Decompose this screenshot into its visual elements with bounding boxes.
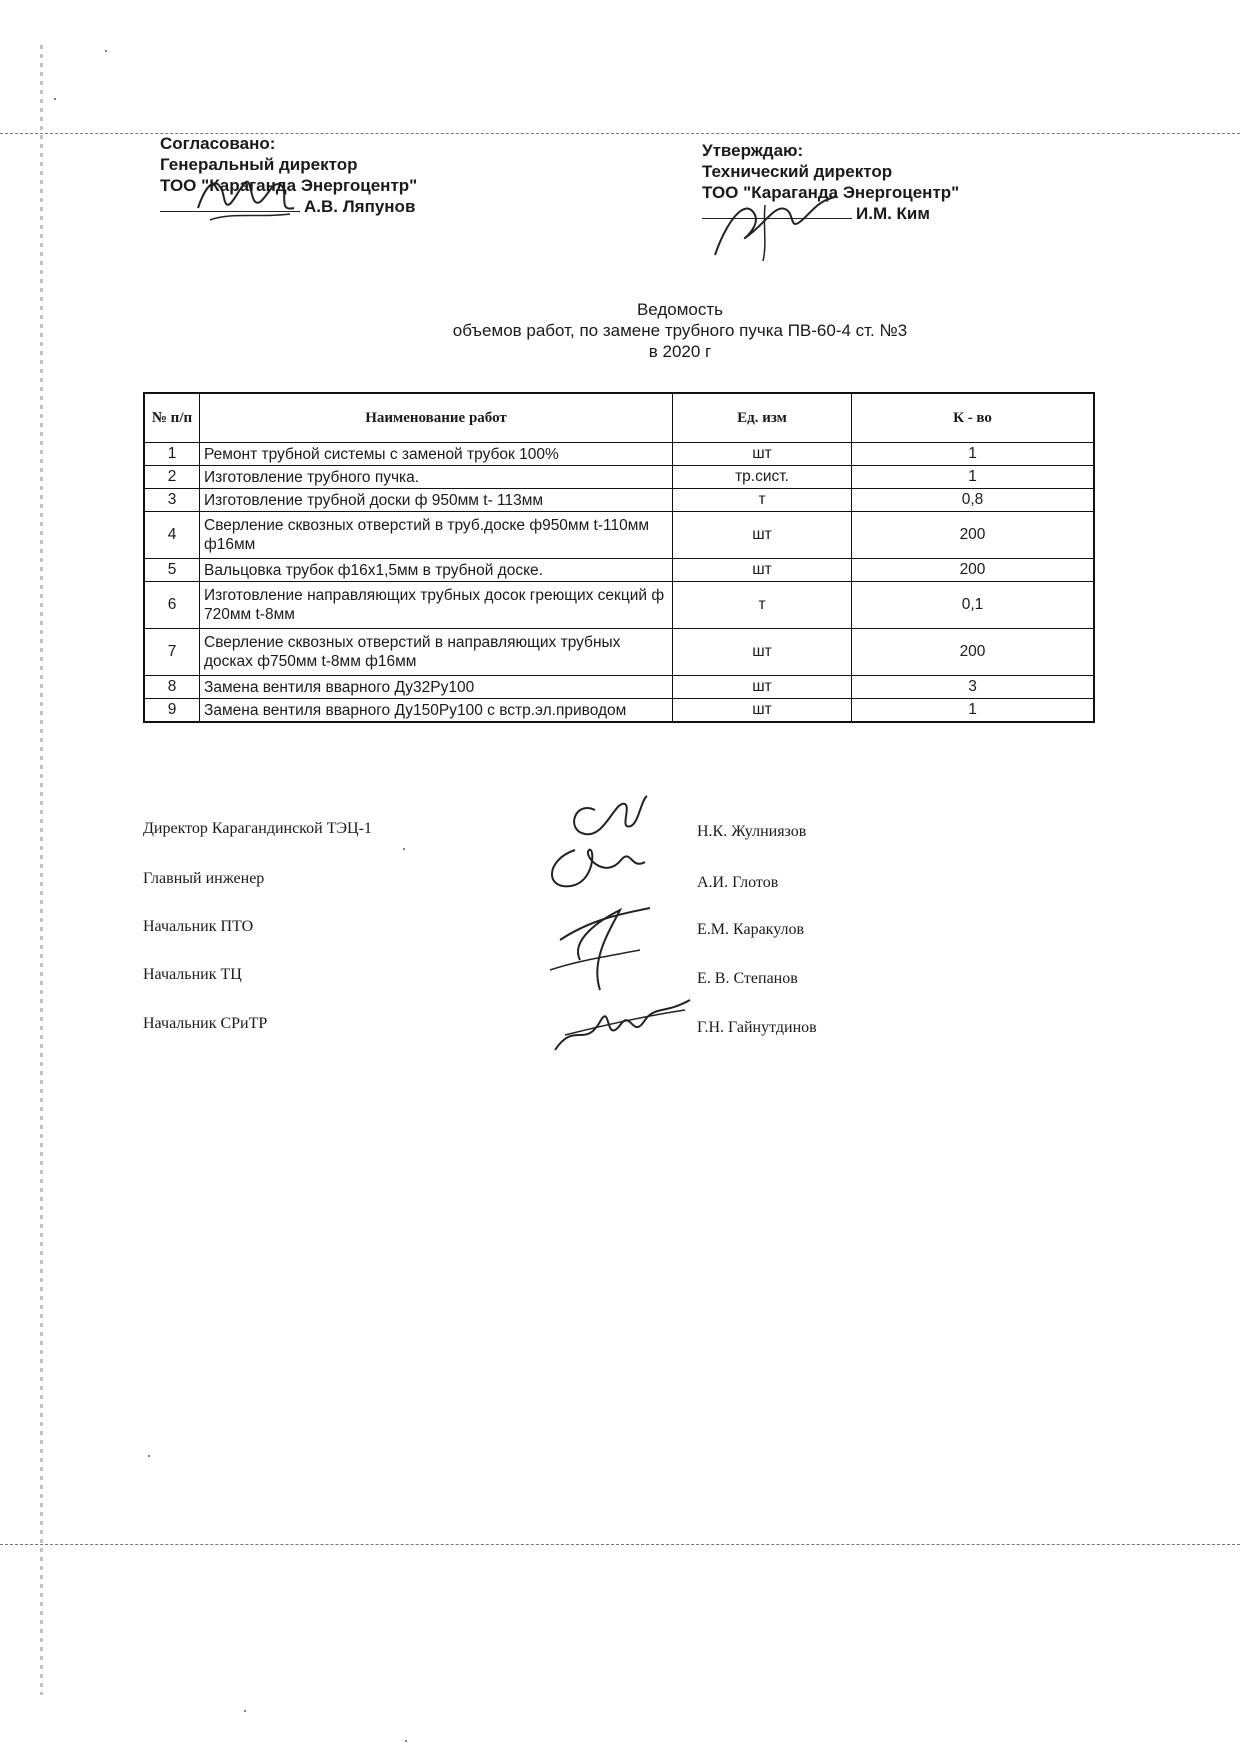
- header-unit: Ед. изм: [673, 393, 852, 443]
- signatory-role: Начальник СРиТР: [143, 1015, 268, 1032]
- approval-right-position: Технический директор: [702, 162, 893, 181]
- scan-left-edge: [40, 45, 43, 1695]
- scan-speck: [105, 50, 107, 52]
- row-unit: шт: [673, 559, 852, 582]
- row-unit: шт: [673, 699, 852, 723]
- row-quantity: 1: [852, 466, 1095, 489]
- row-quantity: 200: [852, 559, 1095, 582]
- row-unit: шт: [673, 443, 852, 466]
- row-work-name: Сверление сквозных отверстий в труб.доске ф950мм t-110мм ф16мм: [200, 512, 673, 559]
- scan-speck: [244, 1710, 246, 1712]
- scan-speck: [403, 848, 405, 850]
- document-title: [330, 299, 1030, 362]
- row-number: 1: [144, 443, 200, 466]
- scan-border-bottom: [0, 1544, 1240, 1545]
- title-line-2: объемов работ, по замене трубного пучка ПВ-60-4 ст. №3: [452, 321, 908, 340]
- row-quantity: 200: [852, 512, 1095, 559]
- row-quantity: 0,8: [852, 489, 1095, 512]
- signatory-role: Начальник ТЦ: [143, 966, 242, 983]
- approval-left-name: А.В. Ляпунов: [304, 197, 416, 216]
- scan-speck: [54, 98, 56, 100]
- table-row: [144, 489, 1094, 512]
- approval-left-heading: Согласовано:: [160, 134, 276, 153]
- row-work-name: Вальцовка трубок ф16х1,5мм в трубной доске.: [200, 559, 673, 582]
- table-row: [144, 699, 1094, 723]
- row-quantity: 3: [852, 676, 1095, 699]
- signature-general-director: [190, 168, 300, 230]
- row-number: 3: [144, 489, 200, 512]
- table-row: [144, 559, 1094, 582]
- row-unit: т: [673, 582, 852, 629]
- row-unit: шт: [673, 629, 852, 676]
- table-row: [144, 443, 1094, 466]
- row-unit: т: [673, 489, 852, 512]
- approval-left-company: ТОО "Караганда Энергоцентр": [160, 176, 418, 195]
- row-number: 9: [144, 699, 200, 723]
- row-work-name: Замена вентиля вварного Ду150Ру100 с встр.эл.приводом: [200, 699, 673, 723]
- approval-right-heading: Утверждаю:: [702, 141, 804, 160]
- title-line-1: Ведомость: [636, 300, 724, 319]
- table-row: [144, 582, 1094, 629]
- table-header-row: [144, 393, 1094, 443]
- row-number: 8: [144, 676, 200, 699]
- row-number: 5: [144, 559, 200, 582]
- row-quantity: 1: [852, 443, 1095, 466]
- row-work-name: Сверление сквозных отверстий в направляющих трубных досках ф750мм t-8мм ф16мм: [200, 629, 673, 676]
- scan-speck: [148, 1455, 150, 1457]
- signatory-name: А.И. Глотов: [697, 874, 779, 891]
- row-work-name: Изготовление направляющих трубных досок греющих секций ф 720мм t-8мм: [200, 582, 673, 629]
- signatory-role: Директор Карагандинской ТЭЦ-1: [143, 820, 372, 837]
- signatory-name: Е. В. Степанов: [697, 970, 798, 987]
- row-work-name: Замена вентиля вварного Ду32Ру100: [200, 676, 673, 699]
- signatory-name: Е.М. Каракулов: [697, 921, 805, 938]
- approval-right-name: И.М. Ким: [856, 204, 930, 223]
- signatory-role: Начальник ПТО: [143, 918, 254, 935]
- row-unit: тр.сист.: [673, 466, 852, 489]
- works-table: [143, 392, 1095, 723]
- signature-director-tec: [535, 790, 665, 900]
- header-quantity: К - во: [852, 393, 1095, 443]
- approval-right-company: ТОО "Караганда Энергоцентр": [702, 183, 960, 202]
- signatory-name: Н.К. Жулниязов: [697, 823, 807, 840]
- table-row: [144, 629, 1094, 676]
- row-number: 6: [144, 582, 200, 629]
- signature-technical-director: [705, 185, 845, 265]
- header-number: № п/п: [144, 393, 200, 443]
- table-row: [144, 512, 1094, 559]
- row-unit: шт: [673, 512, 852, 559]
- row-quantity: 0,1: [852, 582, 1095, 629]
- row-work-name: Изготовление трубной доски ф 950мм t- 113мм: [200, 489, 673, 512]
- row-number: 4: [144, 512, 200, 559]
- row-number: 7: [144, 629, 200, 676]
- row-unit: шт: [673, 676, 852, 699]
- title-line-3: в 2020 г: [648, 342, 712, 361]
- signature-pto-head: [540, 900, 660, 995]
- signatory-role: Главный инженер: [143, 870, 265, 887]
- row-quantity: 200: [852, 629, 1095, 676]
- row-quantity: 1: [852, 699, 1095, 723]
- signature-srtr-head: [545, 990, 695, 1060]
- table-row: [144, 676, 1094, 699]
- approval-left-position: Генеральный директор: [160, 155, 358, 174]
- header-work-name: Наименование работ: [200, 393, 673, 443]
- row-work-name: Ремонт трубной системы с заменой трубок 100%: [200, 443, 673, 466]
- signatory-name: Г.Н. Гайнутдинов: [697, 1019, 817, 1036]
- row-work-name: Изготовление трубного пучка.: [200, 466, 673, 489]
- scan-speck: [405, 1740, 407, 1742]
- row-number: 2: [144, 466, 200, 489]
- table-row: [144, 466, 1094, 489]
